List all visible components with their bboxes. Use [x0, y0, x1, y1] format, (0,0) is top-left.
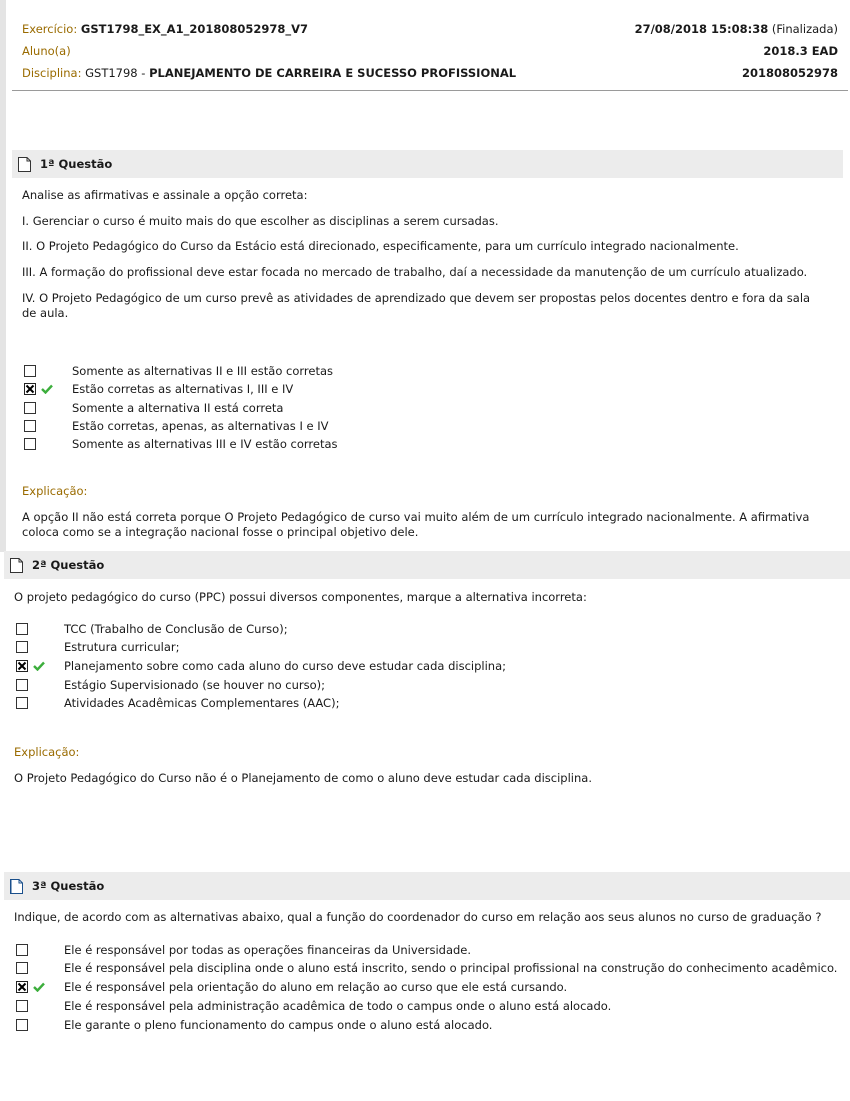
question-1-option[interactable] — [24, 400, 804, 418]
question-2-option[interactable] — [16, 621, 806, 639]
question-1-option[interactable] — [24, 381, 804, 399]
option-label: Ele é responsável pela disciplina onde o aluno está inscrito, sendo o principal profissional na construção do conhecimento acadêmico. — [64, 961, 838, 975]
question-3-title: 3ª Questão — [32, 879, 105, 893]
option-label: Somente as alternativas III e IV estão corretas — [72, 437, 338, 451]
question-2-header — [4, 551, 850, 579]
question-3-option[interactable] — [16, 942, 846, 960]
matricula: 201808052978 — [741, 66, 838, 80]
question-1-option[interactable] — [24, 436, 804, 454]
document-icon — [18, 157, 31, 172]
question-2-option[interactable] — [16, 695, 806, 713]
header-divider — [12, 90, 848, 91]
question-1-statement-iv: IV. O Projeto Pedagógico de um curso prevê as atividades de aprendizado que devem ser propostas pelos docentes dentro e fora da sala de aula. — [22, 291, 811, 320]
option-label: Somente as alternativas II e III estão corretas — [72, 364, 334, 378]
question-3-option[interactable] — [16, 979, 846, 997]
option-label: Ele garante o pleno funcionamento do campus onde o aluno está alocado. — [64, 1018, 493, 1032]
option-checkbox[interactable] — [16, 623, 28, 635]
header-row-exercicio — [22, 18, 838, 40]
option-checkbox[interactable] — [24, 420, 36, 432]
exercise-header — [22, 18, 838, 84]
x-mark-icon — [17, 661, 27, 671]
checkmark-icon — [33, 982, 45, 992]
option-checkbox[interactable] — [24, 438, 36, 450]
exercise-status: (Finalizada) — [771, 22, 838, 36]
option-checkbox[interactable] — [16, 944, 28, 956]
exercicio-value: GST1798_EX_A1_201808052978_V7 — [80, 22, 308, 36]
question-1-statement-iii: III. A formação do profissional deve estar focada no mercado de trabalho, daí a necessidade da manutenção de um currículo atualizado. — [22, 265, 808, 279]
option-label: Estão corretas, apenas, as alternativas I e IV — [72, 419, 329, 433]
exercise-datetime: 27/08/2018 15:08:38 — [634, 22, 769, 36]
question-3-option[interactable] — [16, 1017, 846, 1035]
option-checkbox[interactable] — [16, 697, 28, 709]
question-2-option[interactable] — [16, 677, 806, 695]
option-label: TCC (Trabalho de Conclusão de Curso); — [64, 622, 288, 636]
header-row-aluno — [22, 40, 838, 62]
question-1-header — [12, 150, 843, 178]
option-label: Ele é responsável por todas as operações financeiras da Universidade. — [64, 943, 472, 957]
aluno-label: Aluno(a) — [22, 44, 71, 58]
option-checkbox[interactable] — [16, 962, 28, 974]
question-3-prompt: Indique, de acordo com as alternativas abaixo, qual a função do coordenador do curso em relação aos seus alunos no curso de graduação ? — [14, 910, 822, 924]
disciplina-label: Disciplina: — [22, 66, 82, 80]
question-1-title: 1ª Questão — [40, 157, 113, 171]
checkmark-icon — [41, 384, 53, 394]
option-checkbox[interactable] — [16, 679, 28, 691]
disciplina-code: GST1798 — [85, 66, 138, 80]
disciplina-separator: - — [137, 66, 150, 80]
option-label: Estão corretas as alternativas I, III e IV — [72, 382, 294, 396]
option-checkbox[interactable] — [16, 641, 28, 653]
document-icon — [10, 558, 23, 573]
question-2-prompt: O projeto pedagógico do curso (PPC) possui diversos componentes, marque a alternativa incorreta: — [14, 590, 587, 604]
document-icon — [10, 879, 23, 894]
option-checkbox[interactable] — [16, 1000, 28, 1012]
question-1-explanation: A opção II não está correta porque O Projeto Pedagógico de curso vai muito além de um currículo integrado nacionalmente. A afirmativa coloca como se a integração nacional fosse o principal objetivo dele. — [22, 510, 810, 539]
option-checkbox[interactable] — [24, 365, 36, 377]
option-checkbox-checked[interactable] — [24, 383, 36, 395]
question-3-header — [4, 872, 850, 900]
header-row-disciplina — [22, 62, 838, 84]
checkmark-icon — [33, 661, 45, 671]
option-label: Atividades Acadêmicas Complementares (AAC); — [64, 696, 340, 710]
question-1-option[interactable] — [24, 418, 804, 436]
option-label: Estágio Supervisionado (se houver no curso); — [64, 678, 326, 692]
exercise-datetime-status — [635, 18, 838, 40]
x-mark-icon — [17, 982, 27, 992]
option-checkbox-checked[interactable] — [16, 981, 28, 993]
periodo: 2018.3 EAD — [763, 44, 838, 58]
question-1-option[interactable] — [24, 363, 804, 381]
question-3-option[interactable] — [16, 998, 846, 1016]
question-2-title: 2ª Questão — [32, 558, 105, 572]
question-1-statement-ii: II. O Projeto Pedagógico do Curso da Estácio está direcionado, especificamente, para um currículo integrado nacionalmente. — [22, 239, 739, 253]
left-margin-bar — [0, 0, 6, 552]
question-2-option[interactable] — [16, 658, 806, 676]
question-1-statement-i: I. Gerenciar o curso é muito mais do que escolher as disciplinas a serem cursadas. — [22, 214, 499, 228]
option-checkbox-checked[interactable] — [16, 660, 28, 672]
question-2-explanation-title: Explicação: — [14, 745, 80, 759]
question-1-explanation-title: Explicação: — [22, 484, 88, 498]
exercicio-label: Exercício: — [22, 22, 78, 36]
disciplina-name: PLANEJAMENTO DE CARREIRA E SUCESSO PROFISSIONAL — [149, 66, 517, 80]
question-1-prompt: Analise as afirmativas e assinale a opção correta: — [22, 188, 308, 202]
option-checkbox[interactable] — [24, 402, 36, 414]
x-mark-icon — [25, 384, 35, 394]
question-2-explanation: O Projeto Pedagógico do Curso não é o Planejamento de como o aluno deve estudar cada disciplina. — [14, 771, 592, 785]
question-3-option[interactable] — [16, 960, 846, 978]
option-label: Ele é responsável pela orientação do aluno em relação ao curso que ele está cursando. — [64, 980, 568, 994]
option-checkbox[interactable] — [16, 1019, 28, 1031]
question-2-option[interactable] — [16, 639, 806, 657]
option-label: Ele é responsável pela administração acadêmica de todo o campus onde o aluno está alocado. — [64, 999, 612, 1013]
option-label: Somente a alternativa II está correta — [72, 401, 284, 415]
option-label: Estrutura curricular; — [64, 640, 180, 654]
option-label: Planejamento sobre como cada aluno do curso deve estudar cada disciplina; — [64, 659, 507, 673]
